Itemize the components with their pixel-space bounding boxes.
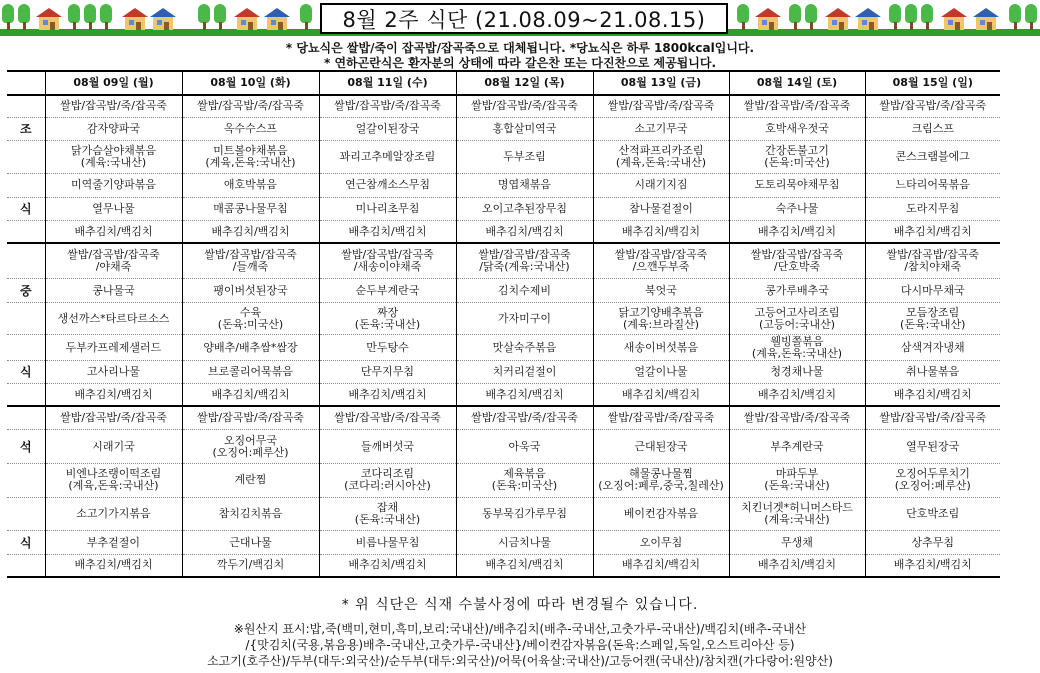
menu-cell: 배추김치/백김치 (865, 554, 1000, 577)
house-icon (234, 8, 260, 30)
diabetes-notice: * 당뇨식은 쌀밥/죽이 잡곡밥/잡곡죽으로 대체됩니다. *당뇨식은 하루 1800kcal입니다. (285, 41, 755, 55)
menu-cell: 배추김치/백김치 (319, 384, 456, 406)
menu-cell: 쌀밥/잡곡밥/잡곡죽 /야채죽 (45, 243, 182, 279)
menu-cell: 열무된장국 (865, 430, 1000, 464)
menu-cell: 두부조림 (456, 141, 593, 174)
tree-house-decoration-right (733, 2, 1038, 30)
house-icon (150, 8, 176, 30)
breakfast-label-bottom: 식 (7, 197, 45, 220)
breakfast-row (7, 174, 1000, 197)
menu-cell: 생선까스*타르타르소스 (45, 302, 182, 335)
menu-cell: 오이무침 (593, 531, 729, 554)
menu-cell: 동부묵김가루무침 (456, 497, 593, 531)
tree-icon (84, 4, 96, 30)
lunch-label-cell (7, 335, 45, 361)
menu-cell: 만두탕수 (319, 335, 456, 361)
menu-cell: 배추김치/백김치 (45, 221, 182, 243)
menu-cell: 콩나물국 (45, 279, 182, 302)
menu-cell: 시래기국 (45, 430, 182, 464)
lunch-row (7, 279, 1000, 302)
dinner-row (7, 497, 1000, 531)
menu-cell: 오징어두루치기 (오징어:페루산) (865, 464, 1000, 498)
breakfast-label-cell (7, 174, 45, 197)
menu-cell: 쌀밥/잡곡밥/잡곡죽 /새송이야채죽 (319, 243, 456, 279)
menu-cell: 양배추/배추쌈*쌈장 (182, 335, 319, 361)
tree-icon (921, 4, 933, 30)
breakfast-row (7, 221, 1000, 243)
day-header-sat: 08월 14일 (토) (729, 71, 865, 95)
dinner-label-cell (7, 554, 45, 577)
menu-cell: 배추김치/백김치 (593, 384, 729, 406)
menu-cell: 상추무침 (865, 531, 1000, 554)
day-header-mon: 08월 09일 (월) (45, 71, 182, 95)
menu-cell: 팽이버섯된장국 (182, 279, 319, 302)
dinner-row (7, 554, 1000, 577)
day-header-wed: 08월 11일 (수) (319, 71, 456, 95)
menu-cell: 깍두기/백김치 (182, 554, 319, 577)
menu-cell: 고등어고사리조림 (고등어:국내산) (729, 302, 865, 335)
menu-cell: 시금치나물 (456, 531, 593, 554)
menu-cell: 쌀밥/잡곡밥/죽/잡곡죽 (182, 406, 319, 429)
lunch-row (7, 302, 1000, 335)
menu-cell: 콘스크램블에그 (865, 141, 1000, 174)
tree-icon (68, 4, 80, 30)
menu-cell: 느타리어묵볶음 (865, 174, 1000, 197)
menu-cell: 도라지무침 (865, 197, 1000, 220)
menu-cell: 두부카프레제샐러드 (45, 335, 182, 361)
day-header-sun: 08월 15일 (일) (865, 71, 1000, 95)
menu-cell: 제육볶음 (돈육:미국산) (456, 464, 593, 498)
menu-cell: 취나물볶음 (865, 360, 1000, 383)
breakfast-label-cell (7, 221, 45, 243)
menu-cell: 북엇국 (593, 279, 729, 302)
menu-cell: 근대나물 (182, 531, 319, 554)
menu-cell: 시래기지짐 (593, 174, 729, 197)
menu-cell: 쌀밥/잡곡밥/죽/잡곡죽 (45, 406, 182, 429)
breakfast-label-top: 조 (7, 117, 45, 140)
tree-icon (905, 4, 917, 30)
breakfast-row (7, 197, 1000, 220)
menu-cell: 배추김치/백김치 (865, 221, 1000, 243)
menu-cell: 코다리조림 (코다리:러시아산) (319, 464, 456, 498)
menu-cell: 산적파프리카조림 (계육,돈육:국내산) (593, 141, 729, 174)
menu-cell: 부추계란국 (729, 430, 865, 464)
menu-change-notice: * 위 식단은 식재 수불사정에 따라 변경될수 있습니다. (341, 597, 699, 613)
dinner-label-bottom: 식 (7, 531, 45, 554)
menu-cell: 단무지무침 (319, 360, 456, 383)
dinner-row (7, 430, 1000, 464)
menu-cell: 연근참깨소스무침 (319, 174, 456, 197)
menu-cell: 쌀밥/잡곡밥/죽/잡곡죽 (729, 406, 865, 429)
menu-cell: 배추김치/백김치 (729, 554, 865, 577)
lunch-row (7, 335, 1000, 361)
menu-cell: 다시마무채국 (865, 279, 1000, 302)
day-header-fri: 08월 13일 (금) (593, 71, 729, 95)
menu-cell: 크림스프 (865, 117, 1000, 140)
lunch-label-cell (7, 384, 45, 406)
lunch-label-cell (7, 243, 45, 279)
house-icon (755, 8, 781, 30)
menu-cell: 홍합살미역국 (456, 117, 593, 140)
breakfast-row (7, 141, 1000, 174)
menu-cell: 배추김치/백김치 (182, 221, 319, 243)
menu-cell: 쌀밥/잡곡밥/죽/잡곡죽 (182, 95, 319, 117)
menu-cell: 쌀밥/잡곡밥/죽/잡곡죽 (593, 95, 729, 117)
tree-icon (18, 4, 30, 30)
menu-cell: 미나리초무침 (319, 197, 456, 220)
lunch-row (7, 360, 1000, 383)
tree-icon (805, 4, 817, 30)
menu-cell: 얼갈이나물 (593, 360, 729, 383)
menu-cell: 치커리겉절이 (456, 360, 593, 383)
menu-cell: 참치김치볶음 (182, 497, 319, 531)
menu-cell: 쌀밥/잡곡밥/죽/잡곡죽 (45, 95, 182, 117)
menu-cell: 쌀밥/잡곡밥/잡곡죽 /단호박죽 (729, 243, 865, 279)
menu-cell: 미역줄기양파볶음 (45, 174, 182, 197)
menu-cell: 미트볼야채볶음 (계육,돈육:국내산) (182, 141, 319, 174)
menu-cell: 닭고기양배추볶음 (계육:브라질산) (593, 302, 729, 335)
menu-cell: 소고기무국 (593, 117, 729, 140)
menu-cell: 소고기가지볶음 (45, 497, 182, 531)
menu-cell: 오징어무국 (오징어:페루산) (182, 430, 319, 464)
house-icon (973, 8, 999, 30)
menu-cell: 간장돈불고기 (돈육:미국산) (729, 141, 865, 174)
menu-cell: 감자양파국 (45, 117, 182, 140)
menu-cell: 쌀밥/잡곡밥/죽/잡곡죽 (319, 406, 456, 429)
menu-cell: 들깨버섯국 (319, 430, 456, 464)
origin-line-3: 소고기(호주산)/두부(대두:외국산)/순두부(대두:외국산)/어묵(어육살:국내산)/고등어캔(국내산)/참치캔(가다랑어:원양산) (207, 654, 833, 668)
menu-cell: 수육 (돈육:미국산) (182, 302, 319, 335)
lunch-label-top: 중 (7, 279, 45, 302)
menu-cell: 얼갈이된장국 (319, 117, 456, 140)
menu-cell: 맛살숙주볶음 (456, 335, 593, 361)
breakfast-row (7, 95, 1000, 117)
corner-cell (7, 71, 45, 95)
menu-cell: 비름나물무침 (319, 531, 456, 554)
menu-cell: 쌀밥/잡곡밥/잡곡죽 /참치야채죽 (865, 243, 1000, 279)
menu-cell: 쌀밥/잡곡밥/죽/잡곡죽 (456, 406, 593, 429)
tree-icon (198, 4, 210, 30)
day-header-row (7, 71, 1000, 95)
menu-cell: 배추김치/백김치 (865, 384, 1000, 406)
menu-cell: 순두부계란국 (319, 279, 456, 302)
tree-icon (1009, 4, 1021, 30)
menu-cell: 부추겉절이 (45, 531, 182, 554)
menu-cell: 쌀밥/잡곡밥/잡곡죽 /으깬두부죽 (593, 243, 729, 279)
origin-line-1: ※원산지 표시:밥,죽(백미,현미,흑미,보리:국내산)/배추김치(배추-국내산,고춧가루-국내산)/백김치(배추-국내산 (233, 622, 807, 636)
house-icon (264, 8, 290, 30)
menu-cell: 꽈리고추메알장조림 (319, 141, 456, 174)
breakfast-row (7, 117, 1000, 140)
menu-cell: 쌀밥/잡곡밥/죽/잡곡죽 (456, 95, 593, 117)
menu-cell: 쌀밥/잡곡밥/죽/잡곡죽 (593, 406, 729, 429)
menu-cell: 옥수수스프 (182, 117, 319, 140)
menu-cell: 아욱국 (456, 430, 593, 464)
lunch-row (7, 243, 1000, 279)
menu-cell: 단호박조림 (865, 497, 1000, 531)
tree-icon (737, 4, 749, 30)
menu-cell: 쌀밥/잡곡밥/잡곡죽 /닭죽(계육:국내산) (456, 243, 593, 279)
menu-cell: 베이컨감자볶음 (593, 497, 729, 531)
menu-cell: 매콤콩나물무침 (182, 197, 319, 220)
menu-cell: 청경채나물 (729, 360, 865, 383)
menu-cell: 배추김치/백김치 (456, 554, 593, 577)
menu-cell: 근대된장국 (593, 430, 729, 464)
menu-cell: 치킨너겟*허니머스타드 (계육:국내산) (729, 497, 865, 531)
dinner-row (7, 406, 1000, 429)
menu-cell: 애호박볶음 (182, 174, 319, 197)
menu-cell: 브로콜리어묵볶음 (182, 360, 319, 383)
tree-icon (100, 4, 112, 30)
menu-cell: 쌀밥/잡곡밥/죽/잡곡죽 (865, 95, 1000, 117)
menu-cell: 배추김치/백김치 (45, 554, 182, 577)
menu-cell: 배추김치/백김치 (729, 221, 865, 243)
dinner-label-cell (7, 406, 45, 429)
menu-cell: 열무나물 (45, 197, 182, 220)
menu-cell: 배추김치/백김치 (456, 384, 593, 406)
menu-cell: 호박새우젓국 (729, 117, 865, 140)
menu-cell: 웰빙쫄볶음 (계육,돈육:국내산) (729, 335, 865, 361)
menu-cell: 배추김치/백김치 (593, 221, 729, 243)
tree-house-decoration-left (2, 2, 314, 30)
menu-cell: 고사리나물 (45, 360, 182, 383)
tree-icon (300, 4, 312, 30)
menu-cell: 명엽채볶음 (456, 174, 593, 197)
breakfast-label-cell (7, 141, 45, 174)
lunch-row (7, 384, 1000, 406)
tree-icon (789, 4, 801, 30)
menu-cell: 잡채 (돈육:국내산) (319, 497, 456, 531)
menu-cell: 배추김치/백김치 (182, 384, 319, 406)
menu-cell: 숙주나물 (729, 197, 865, 220)
menu-cell: 배추김치/백김치 (45, 384, 182, 406)
day-header-thu: 08월 12일 (목) (456, 71, 593, 95)
menu-cell: 배추김치/백김치 (593, 554, 729, 577)
menu-cell: 배추김치/백김치 (319, 554, 456, 577)
page-title: 8월 2주 식단 (21.08.09~21.08.15) (320, 3, 728, 34)
menu-cell: 배추김치/백김치 (456, 221, 593, 243)
menu-cell: 쌀밥/잡곡밥/죽/잡곡죽 (729, 95, 865, 117)
menu-cell: 도토리묵야채무침 (729, 174, 865, 197)
menu-cell: 김치수제비 (456, 279, 593, 302)
dysphagia-notice: * 연하곤란식은 환자분의 상태에 따라 갈은찬 또는 다진찬으로 제공됩니다. (323, 56, 717, 70)
menu-cell: 콩가루배추국 (729, 279, 865, 302)
tree-icon (2, 4, 14, 30)
lunch-label-cell (7, 302, 45, 335)
menu-cell: 삼색겨자냉채 (865, 335, 1000, 361)
menu-cell: 배추김치/백김치 (729, 384, 865, 406)
menu-cell: 해물콩나물찜 (오징어:페루,중국,칠레산) (593, 464, 729, 498)
breakfast-label-cell (7, 95, 45, 117)
dinner-label-cell (7, 464, 45, 498)
menu-cell: 계란찜 (182, 464, 319, 498)
house-icon (941, 8, 967, 30)
menu-cell: 짜장 (돈육:국내산) (319, 302, 456, 335)
menu-cell: 쌀밥/잡곡밥/잡곡죽 /들깨죽 (182, 243, 319, 279)
dinner-label-cell (7, 497, 45, 531)
dinner-row (7, 531, 1000, 554)
menu-cell: 새송이버섯볶음 (593, 335, 729, 361)
menu-cell: 모듬장조림 (돈육:국내산) (865, 302, 1000, 335)
menu-cell: 배추김치/백김치 (319, 221, 456, 243)
tree-icon (889, 4, 901, 30)
menu-cell: 비엔나조랭이떡조림 (계육,돈육:국내산) (45, 464, 182, 498)
dinner-row (7, 464, 1000, 498)
weekly-menu-table (7, 70, 1000, 578)
house-icon (36, 8, 62, 30)
menu-cell: 무생채 (729, 531, 865, 554)
origin-line-2: /{맛김치(국용,볶음용)배추-국내산,고춧가루-국내산}/베이컨감자볶음(돈육:스페일,독일,오스트리아산 등) (245, 638, 795, 652)
tree-icon (214, 4, 226, 30)
house-icon (122, 8, 148, 30)
menu-cell: 오이고추된장무침 (456, 197, 593, 220)
house-icon (855, 8, 881, 30)
house-icon (825, 8, 851, 30)
menu-cell: 가자미구이 (456, 302, 593, 335)
menu-cell: 닭가슴살야채볶음 (계육:국내산) (45, 141, 182, 174)
menu-cell: 마파두부 (돈육:국내산) (729, 464, 865, 498)
menu-cell: 참나물겉절이 (593, 197, 729, 220)
menu-cell: 쌀밥/잡곡밥/죽/잡곡죽 (865, 406, 1000, 429)
lunch-label-bottom: 식 (7, 360, 45, 383)
menu-cell: 쌀밥/잡곡밥/죽/잡곡죽 (319, 95, 456, 117)
dinner-label-top: 석 (7, 430, 45, 464)
tree-icon (1025, 4, 1037, 30)
day-header-tue: 08월 10일 (화) (182, 71, 319, 95)
